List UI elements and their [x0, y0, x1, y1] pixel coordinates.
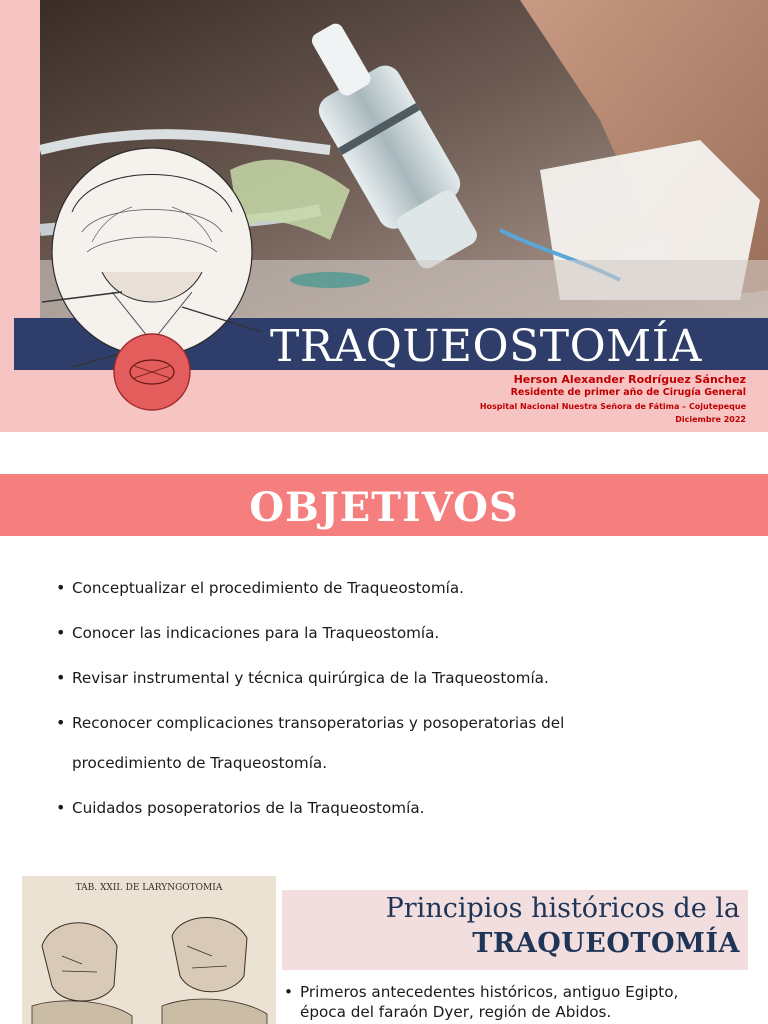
- objective-item-continuation: procedimiento de Traqueostomía.: [72, 754, 328, 772]
- print-caption: TAB. XXII. DE LARYNGOTOMIA: [75, 883, 223, 893]
- history-slide: [0, 860, 768, 1024]
- history-list: [284, 982, 754, 1022]
- history-heading-line2: TRAQUEOTOMÍA: [472, 928, 740, 959]
- objective-item: • Reconocer complicaciones transoperatorias y posoperatorias del: [56, 703, 736, 743]
- laryngotomy-engraving: [22, 876, 276, 1024]
- objectives-slide: [0, 444, 768, 855]
- credits-block: [480, 374, 746, 424]
- author-name: Herson Alexander Rodríguez Sánchez: [513, 373, 746, 386]
- objectives-list: [56, 568, 736, 833]
- title-slide: [0, 0, 768, 432]
- presentation-date: Diciembre 2022: [675, 414, 746, 424]
- neck-surgery-engraving: [32, 142, 272, 412]
- history-heading-line1: Principios históricos de la: [385, 893, 740, 924]
- hospital-name: Hospital Nacional Nuestra Señora de Fátima – Cojutepeque: [479, 401, 746, 411]
- history-item-continuation: época del faraón Dyer, región de Abidos.: [300, 1003, 612, 1021]
- objective-item: • Revisar instrumental y técnica quirúrgica de la Traqueostomía.: [56, 658, 736, 698]
- history-item: • Primeros antecedentes históricos, antiguo Egipto,: [284, 982, 754, 1002]
- slide-title: TRAQUEOSTOMÍA: [270, 321, 702, 372]
- objective-item: • Conceptualizar el procedimiento de Traqueostomía.: [56, 568, 736, 608]
- objective-item: • Conocer las indicaciones para la Traqueostomía.: [56, 613, 736, 653]
- objective-item: • Cuidados posoperatorios de la Traqueostomía.: [56, 788, 736, 828]
- author-role: Residente de primer año de Cirugía General: [510, 387, 746, 398]
- objectives-title: OBJETIVOS: [249, 484, 519, 531]
